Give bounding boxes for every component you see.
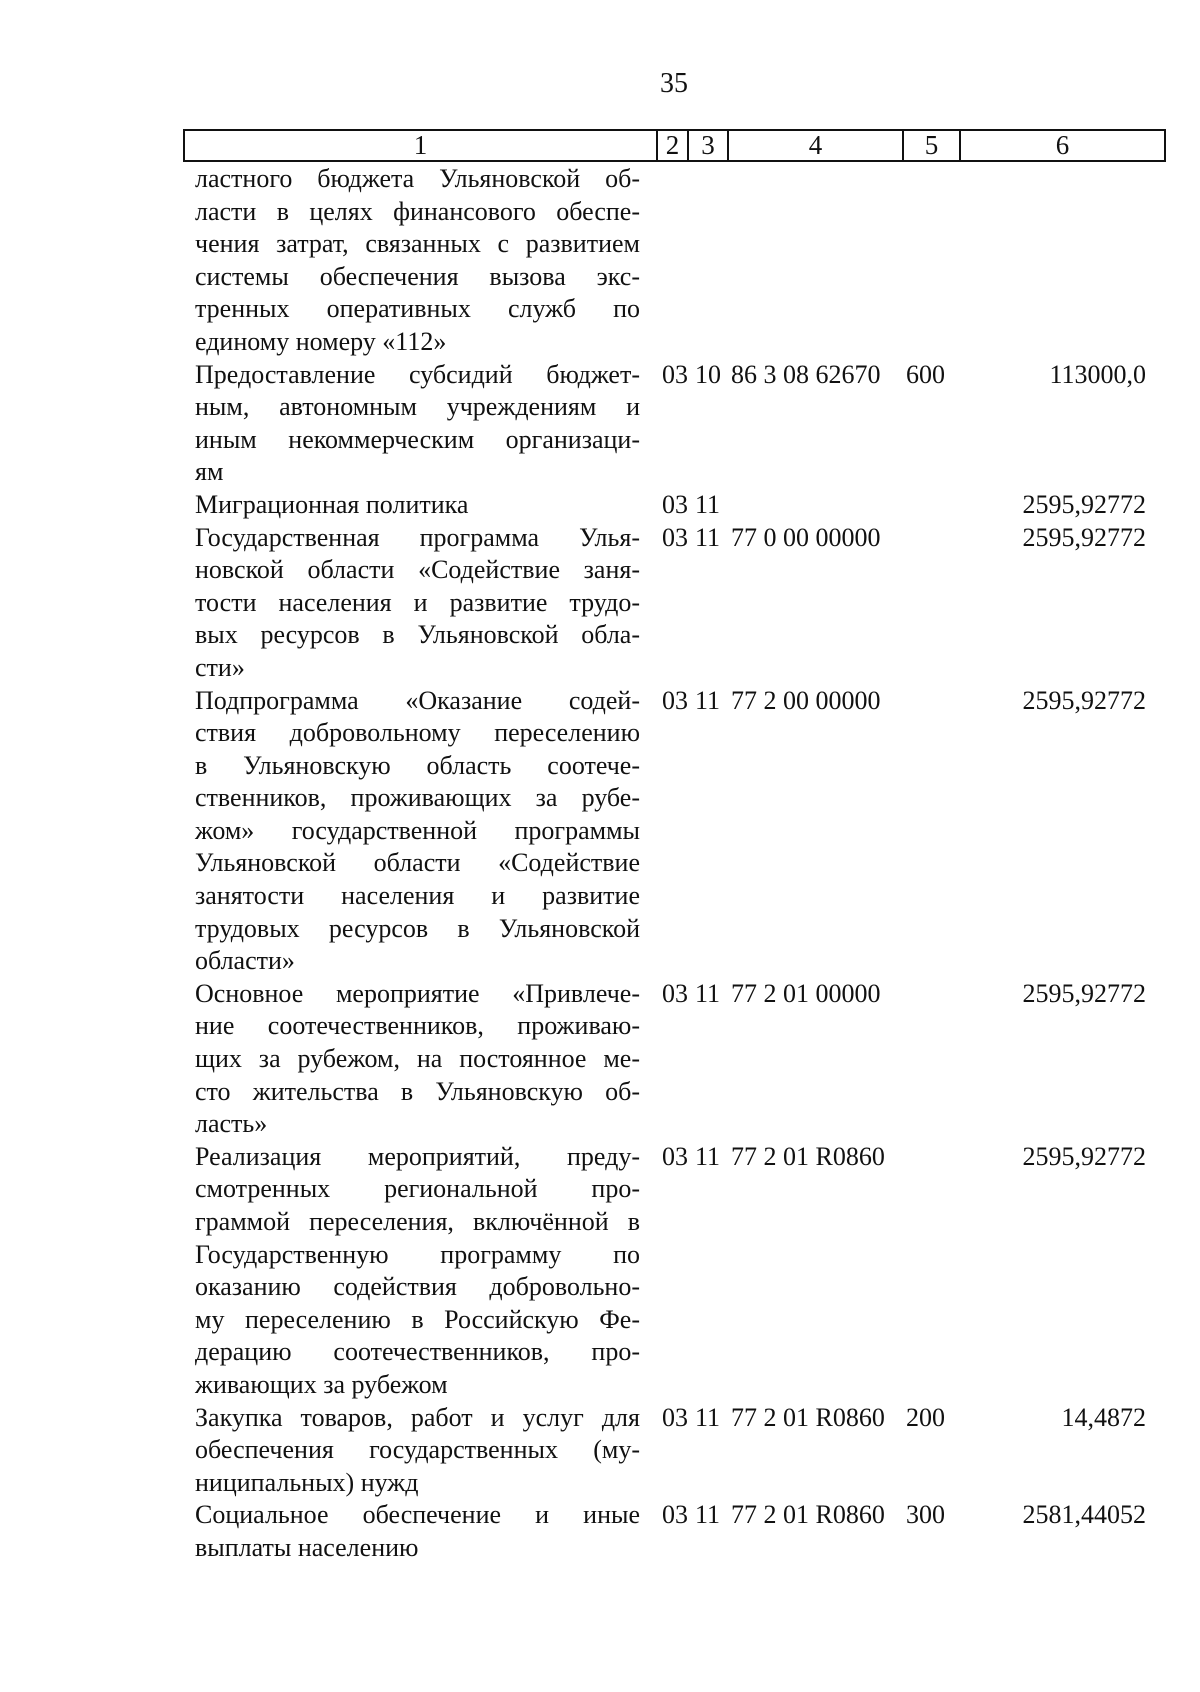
row-name <box>195 978 640 1141</box>
row-name-line: Реализация мероприятий, преду- <box>195 1141 640 1171</box>
row-codes <box>640 359 1146 392</box>
table-row <box>195 163 1155 359</box>
header-col-1: 1 <box>185 131 658 160</box>
row-name <box>195 522 640 685</box>
row-name-line: трудовых ресурсов в Ульяновской <box>195 913 640 943</box>
row-name <box>195 1141 640 1402</box>
row-name <box>195 359 640 489</box>
row-name-line: Предоставление субсидий бюджет- <box>195 359 640 389</box>
table-row <box>195 1499 1155 1564</box>
target-article-code: 77 2 00 00000 <box>731 685 881 715</box>
amount: 2595,92772 <box>1022 489 1146 519</box>
expense-type-code: 200 <box>906 1402 945 1432</box>
row-name-line: Закупка товаров, работ и услуг для <box>195 1402 640 1432</box>
header-col-2: 2 <box>658 131 689 160</box>
subsection-code: 11 <box>695 978 721 1008</box>
target-article-code: 77 2 01 R0860 <box>731 1402 885 1432</box>
table-row <box>195 978 1155 1141</box>
row-name-line: тренных оперативных служб по <box>195 294 640 324</box>
row-name-line: ственников, проживающих за рубе- <box>195 783 640 813</box>
section-code: 03 <box>662 522 688 552</box>
table-row <box>195 1402 1155 1500</box>
table-body <box>195 163 1155 1565</box>
row-name-line: граммой переселения, включённой в <box>195 1207 640 1236</box>
expense-type-code <box>906 978 966 1011</box>
row-codes <box>640 1499 1146 1532</box>
target-article-code: 77 2 01 R0860 <box>731 1500 885 1530</box>
header-col-6: 6 <box>1055 130 1070 160</box>
expense-type-code <box>906 1141 966 1174</box>
row-name-line: жом» государственной программы <box>195 815 640 845</box>
row-name-line: сто жительства в Ульяновскую об- <box>195 1076 640 1106</box>
row-name-line: му переселению в Российскую Фе- <box>195 1304 640 1334</box>
table-row <box>195 359 1155 489</box>
expense-type-code <box>906 489 966 522</box>
row-name-line: выплаты населению <box>195 1532 419 1562</box>
row-name-line: области» <box>195 946 295 976</box>
target-article-code <box>731 489 906 522</box>
row-name-line: сти» <box>195 652 245 682</box>
expense-type-code <box>906 685 966 718</box>
row-name-line: дерацию соотечественников, про- <box>195 1337 640 1367</box>
amount: 2595,92772 <box>1022 1141 1146 1171</box>
subsection-code: 11 <box>695 489 721 519</box>
row-name <box>195 685 640 978</box>
row-name-line: ям <box>195 457 224 487</box>
row-name-line: занятости населения и развитие <box>195 881 640 911</box>
row-name-line: обеспечения государственных (му- <box>195 1435 640 1465</box>
row-name-line: ствия добровольному переселению <box>195 718 640 748</box>
subsection-code: 11 <box>695 522 721 552</box>
section-code: 03 <box>662 1500 688 1530</box>
target-article-code: 86 3 08 62670 <box>731 359 881 389</box>
amount: 2581,44052 <box>1022 1500 1146 1530</box>
row-name-line: чения затрат, связанных с развитием <box>195 229 640 259</box>
row-name-line: тости населения и развитие трудо- <box>195 587 640 617</box>
row-name-line: живающих за рубежом <box>195 1369 448 1399</box>
section-code: 03 <box>662 1141 688 1171</box>
row-name-line: ластного бюджета Ульяновской об- <box>195 164 640 193</box>
section-code: 03 <box>662 359 688 389</box>
row-name-line: Государственная программа Улья- <box>195 522 640 552</box>
target-article-code: 77 0 00 00000 <box>731 522 881 552</box>
header-col-3: 3 <box>689 131 729 160</box>
row-name <box>195 1402 640 1500</box>
row-name-line: ниципальных) нужд <box>195 1467 419 1497</box>
section-code: 03 <box>662 685 688 715</box>
amount: 2595,92772 <box>1022 522 1146 552</box>
row-name <box>195 489 640 522</box>
row-codes <box>640 1141 1146 1174</box>
row-name-line: системы обеспечения вызова экс- <box>195 261 640 291</box>
row-name-line: Ульяновской области «Содействие <box>195 848 640 878</box>
header-col-5: 5 <box>904 131 961 160</box>
row-codes <box>640 1402 1146 1435</box>
amount: 113000,0 <box>1049 359 1146 389</box>
row-name-line: Государственную программу по <box>195 1239 640 1269</box>
row-name-line: Социальное обеспечение и иные <box>195 1500 640 1530</box>
row-codes <box>640 685 1146 718</box>
row-name-line: единому номеру «112» <box>195 326 447 356</box>
row-name-line: Основное мероприятие «Привлече- <box>195 978 640 1008</box>
row-name-line: новской области «Содействие заня- <box>195 555 640 585</box>
table-row <box>195 1141 1155 1402</box>
subsection-code: 11 <box>695 685 721 715</box>
subsection-code: 10 <box>695 359 721 389</box>
section-code: 03 <box>662 1402 688 1432</box>
subsection-code: 11 <box>695 1402 721 1432</box>
header-col-4: 4 <box>729 131 904 160</box>
amount: 2595,92772 <box>1022 978 1146 1008</box>
target-article-code: 77 2 01 00000 <box>731 978 881 1008</box>
row-name-line: ласти в целях финансового обеспе- <box>195 196 640 226</box>
table-row <box>195 685 1155 978</box>
row-name-line: в Ульяновскую область соотече- <box>195 750 640 780</box>
row-name-line: вых ресурсов в Ульяновской обла- <box>195 620 640 650</box>
amount: 14,4872 <box>1061 1402 1146 1432</box>
table-header <box>183 129 1166 162</box>
target-article-code: 77 2 01 R0860 <box>731 1141 885 1171</box>
subsection-code: 11 <box>695 1500 721 1530</box>
section-code: 03 <box>662 978 688 1008</box>
expense-type-code <box>906 522 966 555</box>
amount: 2595,92772 <box>1022 685 1146 715</box>
row-name-line: иным некоммерческим организаци- <box>195 424 640 454</box>
section-code: 03 <box>662 489 688 519</box>
page-number: 35 <box>660 68 688 99</box>
row-name-line: ние соотечественников, проживаю- <box>195 1011 640 1041</box>
row-name <box>195 163 640 359</box>
row-name-line: щих за рубежом, на постоянное ме- <box>195 1044 640 1074</box>
row-name-line: оказанию содействия добровольно- <box>195 1272 640 1302</box>
row-codes <box>640 489 1146 522</box>
row-codes <box>640 978 1146 1011</box>
table-row <box>195 489 1155 522</box>
subsection-code: 11 <box>695 1141 721 1171</box>
table-row <box>195 522 1155 685</box>
row-name-line: смотренных региональной про- <box>195 1174 640 1204</box>
expense-type-code: 300 <box>906 1500 945 1530</box>
row-codes <box>640 522 1146 555</box>
expense-type-code: 600 <box>906 359 945 389</box>
row-name <box>195 1499 640 1564</box>
row-name-line: ным, автономным учреждениям и <box>195 392 640 422</box>
row-name-line: Подпрограмма «Оказание содей- <box>195 685 640 715</box>
row-name-line: ласть» <box>195 1109 268 1139</box>
row-name-line: Миграционная политика <box>195 489 469 519</box>
